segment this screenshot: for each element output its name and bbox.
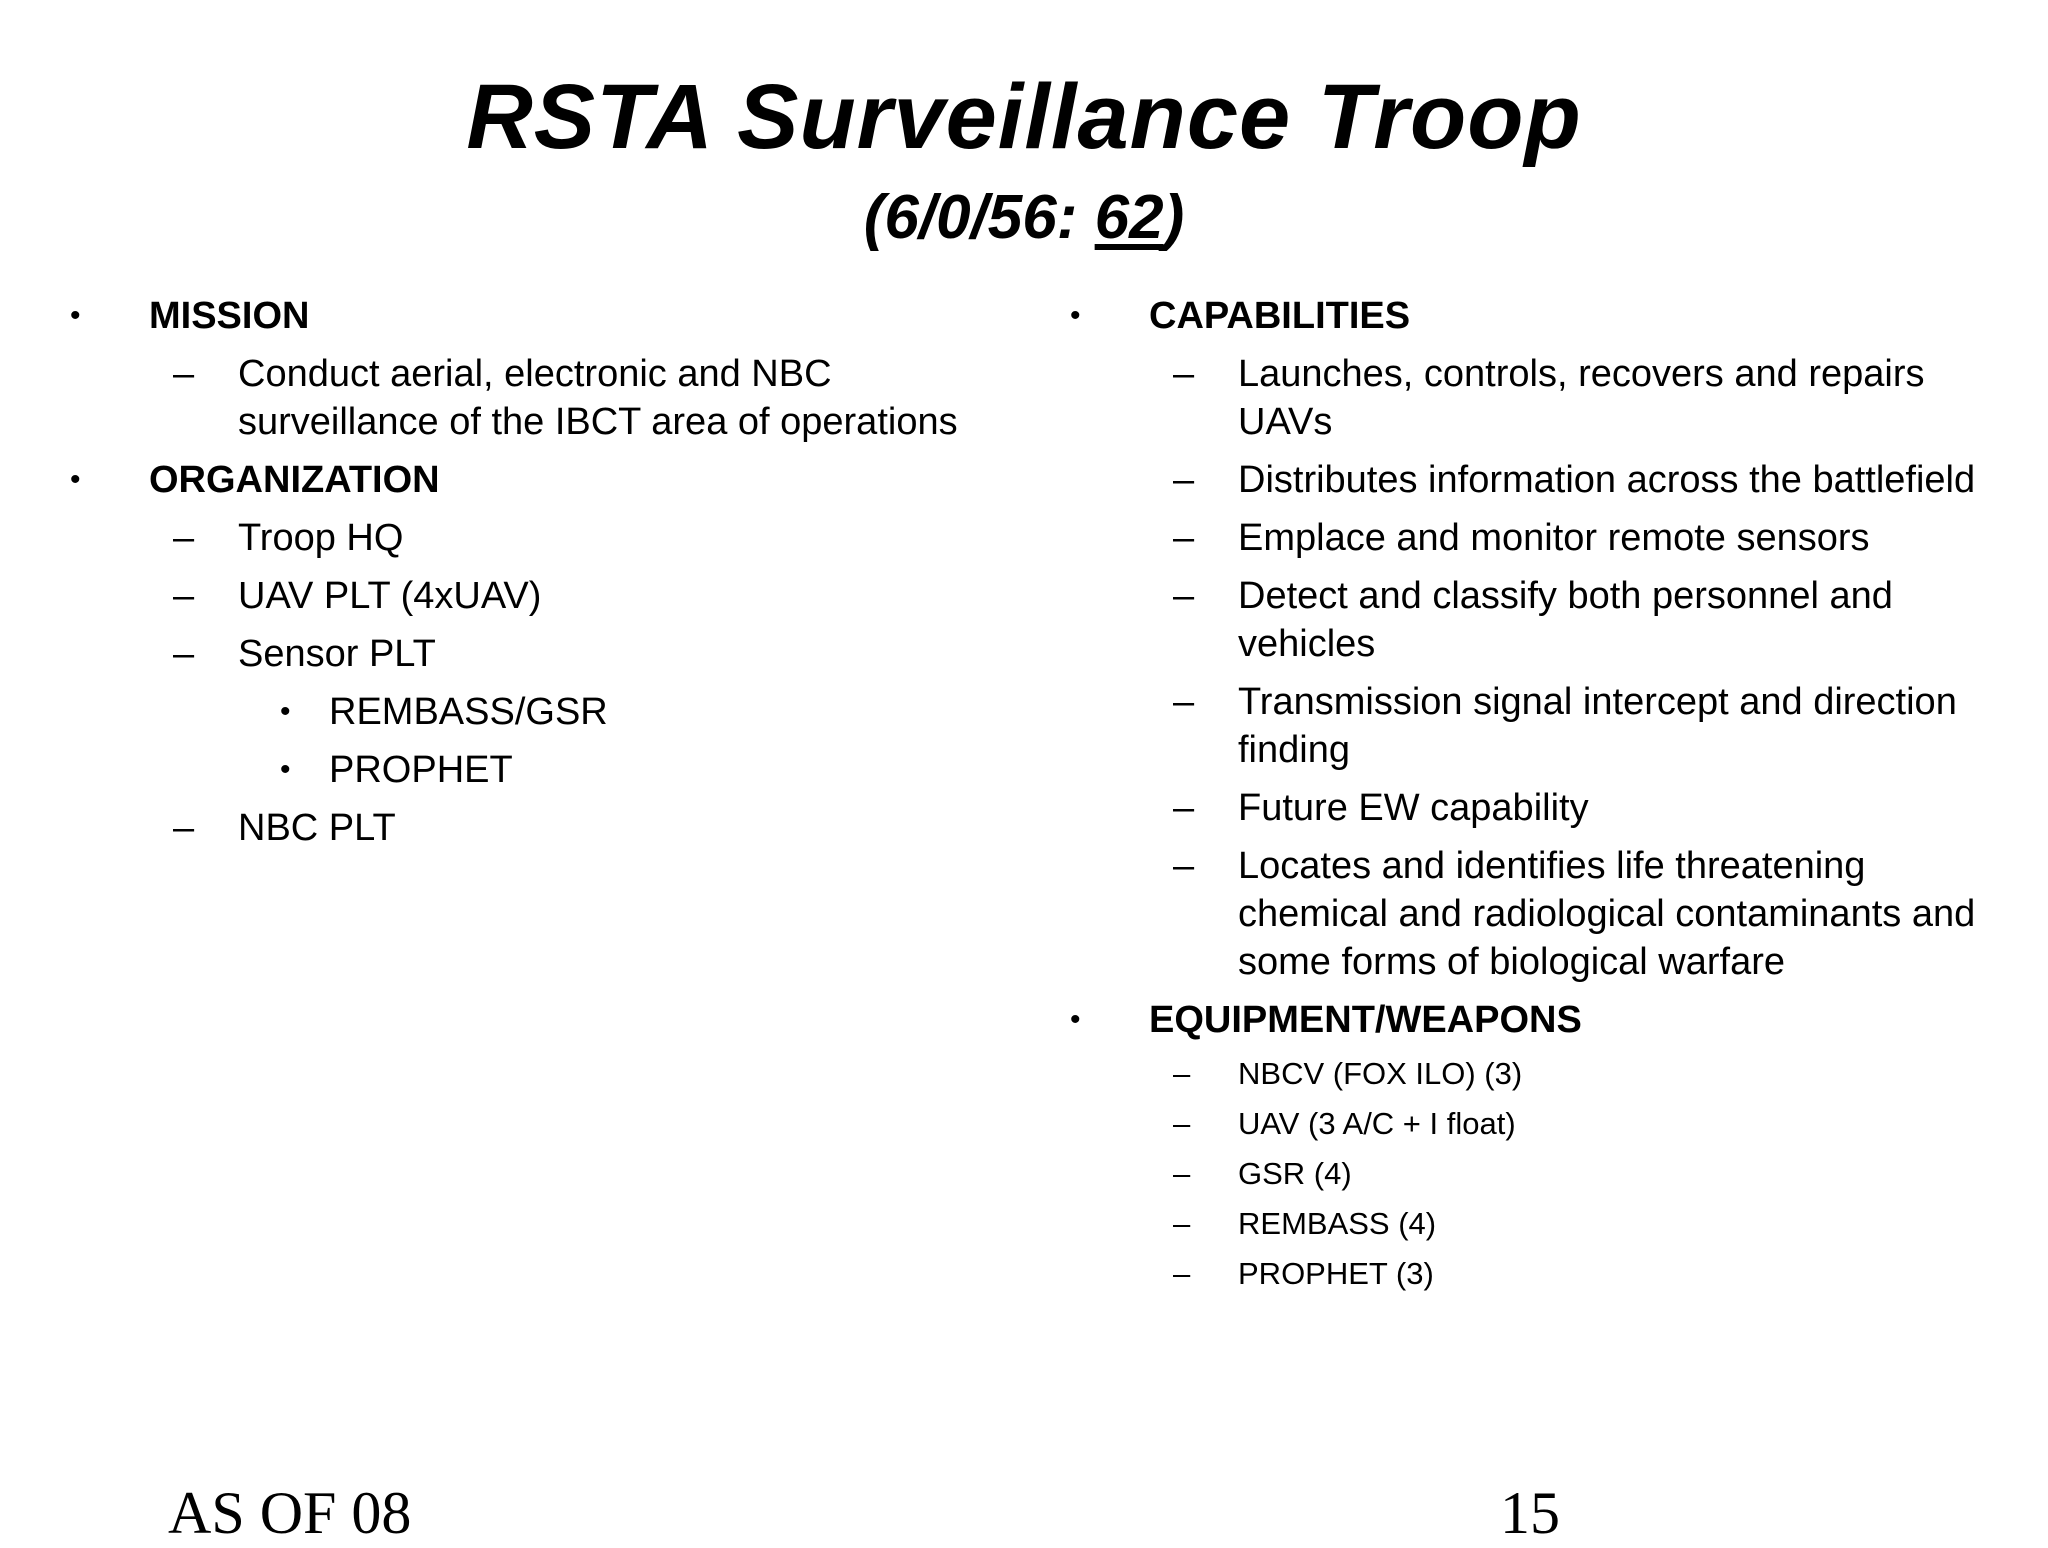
dash-icon: – xyxy=(1173,1156,1191,1191)
equipment-section xyxy=(1070,996,1990,1044)
capabilities-section xyxy=(1070,292,1990,340)
mission-heading: MISSION xyxy=(149,295,310,337)
capability-item xyxy=(1070,456,1990,504)
dash-icon: – xyxy=(1173,845,1195,887)
dash-icon: – xyxy=(1173,575,1195,617)
bullet-icon: • xyxy=(1070,299,1081,332)
dash-icon: – xyxy=(1173,517,1195,559)
subtitle-total: 62 xyxy=(1094,183,1164,252)
bullet-icon: • xyxy=(280,753,291,786)
capability-item-text: Emplace and monitor remote sensors xyxy=(1238,517,1870,559)
dash-icon: – xyxy=(1173,1056,1191,1091)
organization-section xyxy=(70,456,1030,504)
capability-item-text: Detect and classify both personnel and vehicles xyxy=(1238,575,1893,665)
dash-icon: – xyxy=(1173,787,1195,829)
equipment-item-text: NBCV (FOX ILO) (3) xyxy=(1238,1056,1523,1091)
capabilities-heading: CAPABILITIES xyxy=(1149,295,1411,337)
dash-icon: – xyxy=(1173,1106,1191,1141)
dash-icon: – xyxy=(173,517,195,559)
equipment-item xyxy=(1070,1204,1990,1244)
dash-icon: – xyxy=(1173,353,1195,395)
bullet-icon: • xyxy=(70,463,81,496)
dash-icon: – xyxy=(1173,1256,1191,1291)
equipment-item xyxy=(1070,1054,1990,1094)
right-column xyxy=(1070,292,1990,1304)
bullet-icon: • xyxy=(1070,1003,1081,1036)
sensor-subitem-text: PROPHET xyxy=(329,749,513,791)
equipment-item-text: PROPHET (3) xyxy=(1238,1256,1434,1291)
bullet-icon: • xyxy=(280,695,291,728)
organization-item xyxy=(70,572,1030,620)
subtitle-prefix: (6/0/56: xyxy=(863,183,1095,252)
slide-title: RSTA Surveillance Troop xyxy=(466,66,1582,168)
organization-item-text: Sensor PLT xyxy=(238,633,436,675)
equipment-item-text: REMBASS (4) xyxy=(1238,1206,1437,1241)
organization-item-text: Troop HQ xyxy=(238,517,404,559)
dash-icon: – xyxy=(173,575,195,617)
capability-item-text: Launches, controls, recovers and repairs UAVs xyxy=(1238,353,1925,443)
equipment-item-text: GSR (4) xyxy=(1238,1156,1352,1191)
dash-icon: – xyxy=(1173,681,1195,723)
capability-item xyxy=(1070,678,1990,774)
sensor-subitem xyxy=(70,746,1030,794)
equipment-item-text: UAV (3 A/C + I float) xyxy=(1238,1106,1516,1141)
organization-item-text: NBC PLT xyxy=(238,807,396,849)
subtitle-suffix: ) xyxy=(1163,183,1185,252)
equipment-item xyxy=(1070,1254,1990,1294)
dash-icon: – xyxy=(1173,1206,1191,1241)
organization-item xyxy=(70,804,1030,852)
slide-subtitle xyxy=(0,178,2048,258)
capability-item-text: Locates and identifies life threatening chemical and radiological contaminants and some forms of biological warfare xyxy=(1238,845,1976,983)
organization-heading: ORGANIZATION xyxy=(149,459,440,501)
left-column xyxy=(70,292,1030,862)
page-number: 15 xyxy=(1500,1480,1560,1546)
capability-item-text: Transmission signal intercept and direction finding xyxy=(1238,681,1957,771)
mission-item-text: Conduct aerial, electronic and NBC surveillance of the IBCT area of operations xyxy=(238,353,958,443)
capability-item xyxy=(1070,572,1990,668)
capability-item xyxy=(1070,842,1990,986)
dash-icon: – xyxy=(173,633,195,675)
mission-section xyxy=(70,292,1030,340)
equipment-item xyxy=(1070,1104,1990,1144)
capability-item xyxy=(1070,350,1990,446)
capability-item xyxy=(1070,784,1990,832)
sensor-subitem-text: REMBASS/GSR xyxy=(329,691,608,733)
sensor-subitem xyxy=(70,688,1030,736)
capability-item-text: Future EW capability xyxy=(1238,787,1589,829)
organization-item-text: UAV PLT (4xUAV) xyxy=(238,575,542,617)
organization-item xyxy=(70,630,1030,678)
dash-icon: – xyxy=(173,807,195,849)
footer-date: AS OF 08 xyxy=(168,1480,412,1546)
capability-item-text: Distributes information across the battlefield xyxy=(1238,459,1976,501)
mission-item xyxy=(70,350,1030,446)
equipment-heading: EQUIPMENT/WEAPONS xyxy=(1149,999,1582,1041)
equipment-item xyxy=(1070,1154,1990,1194)
organization-item xyxy=(70,514,1030,562)
capability-item xyxy=(1070,514,1990,562)
dash-icon: – xyxy=(173,353,195,395)
dash-icon: – xyxy=(1173,459,1195,501)
bullet-icon: • xyxy=(70,299,81,332)
